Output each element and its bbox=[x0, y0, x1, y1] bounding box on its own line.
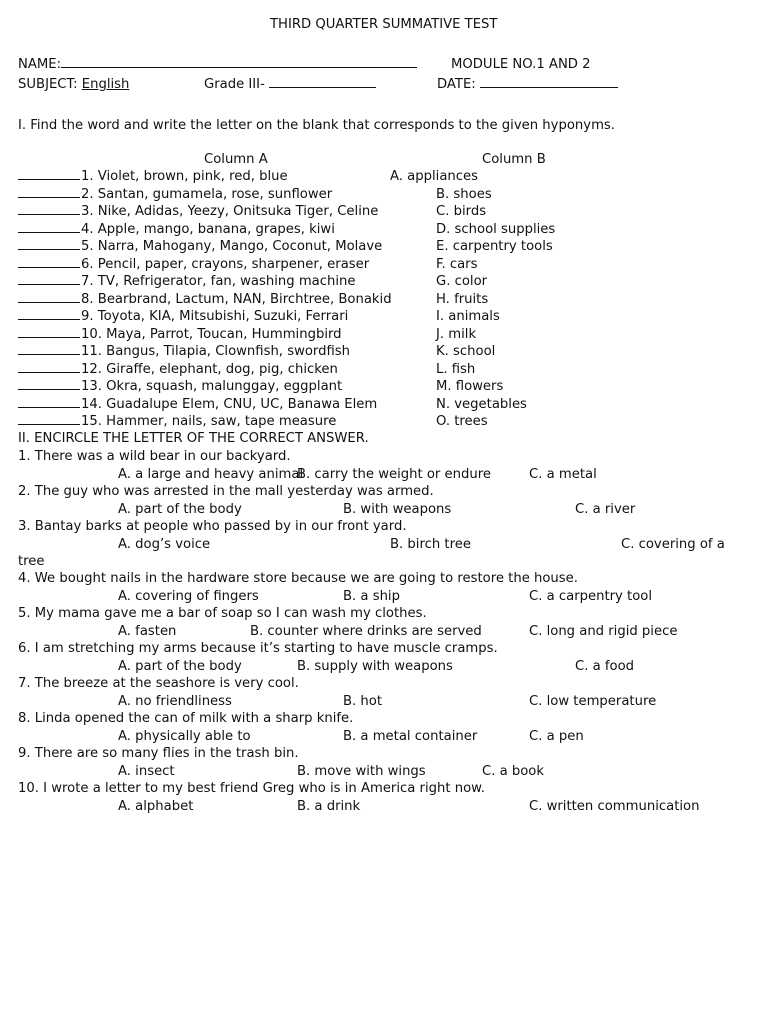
column-b-item: H. fruits bbox=[436, 291, 489, 307]
column-b-item: G. color bbox=[436, 274, 488, 289]
choice-b[interactable]: B. birch tree bbox=[390, 536, 471, 552]
subject-value: English bbox=[81, 77, 130, 92]
choice-c[interactable]: C. covering of a bbox=[621, 536, 725, 552]
answer-blank[interactable] bbox=[18, 204, 80, 215]
choice-c[interactable]: C. a book bbox=[482, 763, 545, 779]
question-text: 2. The guy who was arrested in the mall yesterday was armed. bbox=[18, 484, 434, 499]
name-blank-line bbox=[61, 66, 417, 68]
column-b-item: A. appliances bbox=[390, 169, 478, 184]
column-b-item: M. flowers bbox=[436, 379, 504, 394]
choice-b[interactable]: B. carry the weight or endure bbox=[297, 466, 491, 482]
choice-a[interactable]: A. dog’s voice bbox=[118, 536, 211, 552]
column-a-item bbox=[18, 274, 356, 289]
answer-blank[interactable] bbox=[18, 397, 80, 408]
column-a-item bbox=[18, 344, 350, 359]
column-a-text: 14. Guadalupe Elem, CNU, UC, Banawa Elem bbox=[81, 396, 378, 412]
answer-blank[interactable] bbox=[18, 414, 80, 425]
answer-blank[interactable] bbox=[18, 292, 80, 303]
grade-field bbox=[204, 77, 376, 92]
column-a-item bbox=[18, 414, 336, 429]
answer-blank[interactable] bbox=[18, 239, 80, 250]
choice-a[interactable]: A. part of the body bbox=[118, 658, 242, 674]
choice-a[interactable]: A. part of the body bbox=[118, 501, 242, 517]
choice-a[interactable]: A. covering of fingers bbox=[118, 588, 259, 604]
column-b-item: J. milk bbox=[436, 326, 477, 342]
choice-b[interactable]: B. a metal container bbox=[343, 728, 478, 744]
choice-c[interactable]: C. a metal bbox=[529, 466, 597, 482]
question-text: 4. We bought nails in the hardware store because we are going to restore the house. bbox=[18, 571, 578, 586]
choice-a[interactable]: A. insect bbox=[118, 763, 175, 779]
column-a-text: 15. Hammer, nails, saw, tape measure bbox=[81, 414, 337, 429]
choice-b[interactable]: B. with weapons bbox=[343, 501, 452, 517]
column-a-item bbox=[18, 204, 378, 219]
column-a-item bbox=[18, 309, 348, 324]
date-blank-line bbox=[480, 86, 618, 88]
column-b-header: Column B bbox=[482, 152, 546, 167]
column-a-text: 4. Apple, mango, banana, grapes, kiwi bbox=[81, 221, 335, 237]
answer-blank[interactable] bbox=[18, 309, 80, 320]
choice-c[interactable]: C. a pen bbox=[529, 728, 584, 744]
grade-blank-line bbox=[269, 86, 376, 88]
choice-b[interactable]: B. a ship bbox=[343, 588, 400, 604]
part2-instruction: II. ENCIRCLE THE LETTER OF THE CORRECT ANSWER. bbox=[18, 431, 369, 446]
column-a-text: 10. Maya, Parrot, Toucan, Hummingbird bbox=[81, 326, 342, 342]
column-b-item: L. fish bbox=[436, 361, 476, 377]
column-a-text: 13. Okra, squash, malunggay, eggplant bbox=[81, 379, 343, 394]
question-text: 5. My mama gave me a bar of soap so I can wash my clothes. bbox=[18, 606, 427, 621]
choice-c[interactable]: C. a river bbox=[575, 501, 636, 517]
subject-label: SUBJECT: bbox=[18, 77, 78, 92]
column-a-text: 2. Santan, gumamela, rose, sunflower bbox=[81, 186, 333, 202]
choice-b[interactable]: B. supply with weapons bbox=[297, 658, 453, 674]
answer-blank[interactable] bbox=[18, 187, 80, 198]
column-a-item bbox=[18, 222, 335, 237]
choice-a[interactable]: A. physically able to bbox=[118, 728, 251, 744]
page-title: THIRD QUARTER SUMMATIVE TEST bbox=[270, 17, 498, 32]
question-text: 3. Bantay barks at people who passed by in our front yard. bbox=[18, 519, 407, 534]
choice-a[interactable]: A. fasten bbox=[118, 623, 177, 639]
choice-c-wrap: tree bbox=[18, 554, 45, 569]
grade-label: Grade III- bbox=[204, 77, 265, 92]
column-a-text: 5. Narra, Mahogany, Mango, Coconut, Molave bbox=[81, 239, 383, 254]
choice-c[interactable]: C. long and rigid piece bbox=[529, 623, 678, 639]
column-b-item: B. shoes bbox=[436, 186, 492, 202]
answer-blank[interactable] bbox=[18, 344, 80, 355]
column-b-item: E. carpentry tools bbox=[436, 239, 553, 254]
column-b-item: K. school bbox=[436, 344, 496, 359]
answer-blank[interactable] bbox=[18, 379, 80, 390]
column-a-text: 9. Toyota, KIA, Mitsubishi, Suzuki, Ferrari bbox=[81, 309, 349, 324]
column-a-text: 3. Nike, Adidas, Yeezy, Onitsuka Tiger, Celine bbox=[81, 204, 379, 219]
date-label: DATE: bbox=[437, 77, 476, 92]
column-a-item bbox=[18, 362, 338, 377]
choice-b[interactable]: B. a drink bbox=[297, 798, 361, 814]
column-a-item bbox=[18, 379, 342, 394]
subject-field bbox=[18, 77, 129, 92]
choice-c[interactable]: C. low temperature bbox=[529, 693, 657, 709]
column-a-text: 11. Bangus, Tilapia, Clownfish, swordfish bbox=[81, 344, 351, 359]
column-a-item bbox=[18, 327, 342, 342]
column-a-item bbox=[18, 257, 369, 272]
column-a-header: Column A bbox=[204, 152, 268, 167]
question-text: 7. The breeze at the seashore is very cool. bbox=[18, 676, 299, 691]
column-b-item: I. animals bbox=[436, 309, 500, 324]
column-a-text: 8. Bearbrand, Lactum, NAN, Birchtree, Bonakid bbox=[81, 291, 392, 307]
choice-c[interactable]: C. a food bbox=[575, 658, 635, 674]
column-b-item: N. vegetables bbox=[436, 396, 527, 412]
answer-blank[interactable] bbox=[18, 222, 80, 233]
question-text: 8. Linda opened the can of milk with a sharp knife. bbox=[18, 711, 354, 726]
answer-blank[interactable] bbox=[18, 327, 80, 338]
column-a-text: 7. TV, Refrigerator, fan, washing machine bbox=[81, 274, 356, 289]
name-label: NAME: bbox=[18, 57, 62, 72]
column-a-item bbox=[18, 397, 377, 412]
choice-a[interactable]: A. alphabet bbox=[118, 798, 194, 814]
column-a-text: 1. Violet, brown, pink, red, blue bbox=[81, 169, 288, 184]
name-field bbox=[18, 57, 417, 72]
answer-blank[interactable] bbox=[18, 362, 80, 373]
answer-blank[interactable] bbox=[18, 169, 80, 180]
date-field bbox=[437, 77, 618, 92]
column-a-item bbox=[18, 239, 382, 254]
column-a-item bbox=[18, 169, 288, 184]
module-label: MODULE NO.1 AND 2 bbox=[451, 57, 591, 72]
column-b-item: D. school supplies bbox=[436, 221, 556, 237]
choice-a[interactable]: A. a large and heavy animal bbox=[118, 466, 304, 482]
column-b-item: O. trees bbox=[436, 414, 488, 429]
choice-c[interactable]: C. a carpentry tool bbox=[529, 588, 653, 604]
answer-blank[interactable] bbox=[18, 274, 80, 285]
question-text: 9. There are so many flies in the trash bin. bbox=[18, 746, 299, 761]
choice-a[interactable]: A. no friendliness bbox=[118, 693, 232, 709]
choice-c[interactable]: C. written communication bbox=[529, 798, 700, 814]
column-a-item bbox=[18, 292, 392, 307]
column-a-item bbox=[18, 187, 332, 202]
column-a-text: 12. Giraffe, elephant, dog, pig, chicken bbox=[81, 361, 338, 377]
choice-b[interactable]: B. move with wings bbox=[297, 763, 426, 779]
question-text: 10. I wrote a letter to my best friend Greg who is in America right now. bbox=[18, 781, 485, 796]
question-text: 6. I am stretching my arms because it’s starting to have muscle cramps. bbox=[18, 641, 498, 656]
answer-blank[interactable] bbox=[18, 257, 80, 268]
part1-instruction: I. Find the word and write the letter on the blank that corresponds to the given hyponyms. bbox=[18, 118, 615, 133]
choice-b[interactable]: B. hot bbox=[343, 693, 383, 709]
choice-b[interactable]: B. counter where drinks are served bbox=[250, 623, 482, 639]
question-text: 1. There was a wild bear in our backyard. bbox=[18, 449, 291, 464]
column-b-item: C. birds bbox=[436, 204, 487, 219]
column-b-item: F. cars bbox=[436, 256, 478, 272]
column-a-text: 6. Pencil, paper, crayons, sharpener, eraser bbox=[81, 256, 370, 272]
